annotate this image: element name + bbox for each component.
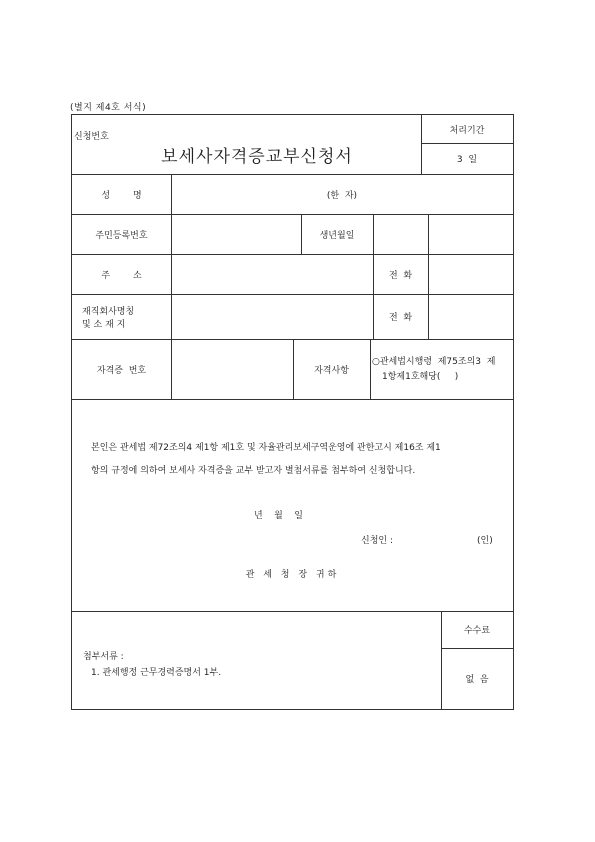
resident-number-label: 주민등록번호 — [95, 230, 148, 241]
application-number-label: 신청번호 — [74, 132, 109, 142]
qualification-label: 자격사항 — [314, 365, 349, 376]
attachments-label: 첨부서류 : — [83, 652, 124, 662]
qualification-line1: ○관세법시행령 제75조의3 제 — [372, 357, 496, 367]
divider — [72, 399, 513, 400]
processing-period-label: 처리기간 — [449, 125, 485, 136]
fee-label: 수수료 — [463, 626, 491, 636]
divider — [428, 214, 429, 339]
form-code-caption: (별지 제4호 서식) — [70, 103, 147, 113]
statement-line2: 항의 규정에 의하여 보세사 자격증을 교부 받고자 별첨서류를 첨부하여 신청합니다. — [91, 466, 416, 476]
fee-value: 없 음 — [465, 675, 489, 685]
attachment-item: 1. 관세행정 근무경력증명서 1부. — [91, 668, 222, 678]
application-form — [71, 114, 514, 710]
applicant-label: 신청인 : — [361, 536, 393, 546]
company-label-line2: 및 소 재 지 — [82, 319, 126, 330]
date-line: 년 월 일 — [254, 511, 303, 521]
qualification-line2: 1항제1호해당( ) — [382, 372, 459, 382]
seal-mark: (인) — [477, 536, 493, 546]
addressee: 관 세 청 장 귀하 — [245, 570, 340, 580]
company-label — [72, 294, 171, 339]
birth-date-label: 생년월일 — [319, 230, 355, 241]
hanja-label: (한 자) — [326, 190, 358, 201]
form-title: 보세사자격증교부신청서 — [161, 146, 353, 167]
divider — [370, 339, 371, 399]
certificate-number-label: 자격증 번호 — [96, 365, 147, 376]
processing-period-value: 3 일 — [456, 155, 478, 165]
company-label-line1: 재직회사명칭 — [82, 306, 135, 317]
statement-text — [91, 437, 501, 483]
phone-label: 전 화 — [388, 313, 413, 323]
statement-line1: 본인은 관세법 제72조의4 제1항 제1호 및 자율관리보세구역운영에 관한고시 제16조 제1 — [91, 443, 441, 453]
address-label: 주 소 — [101, 270, 142, 281]
phone-label: 전 화 — [388, 270, 413, 281]
name-label: 성 명 — [101, 190, 142, 201]
qualification-details — [372, 355, 513, 385]
